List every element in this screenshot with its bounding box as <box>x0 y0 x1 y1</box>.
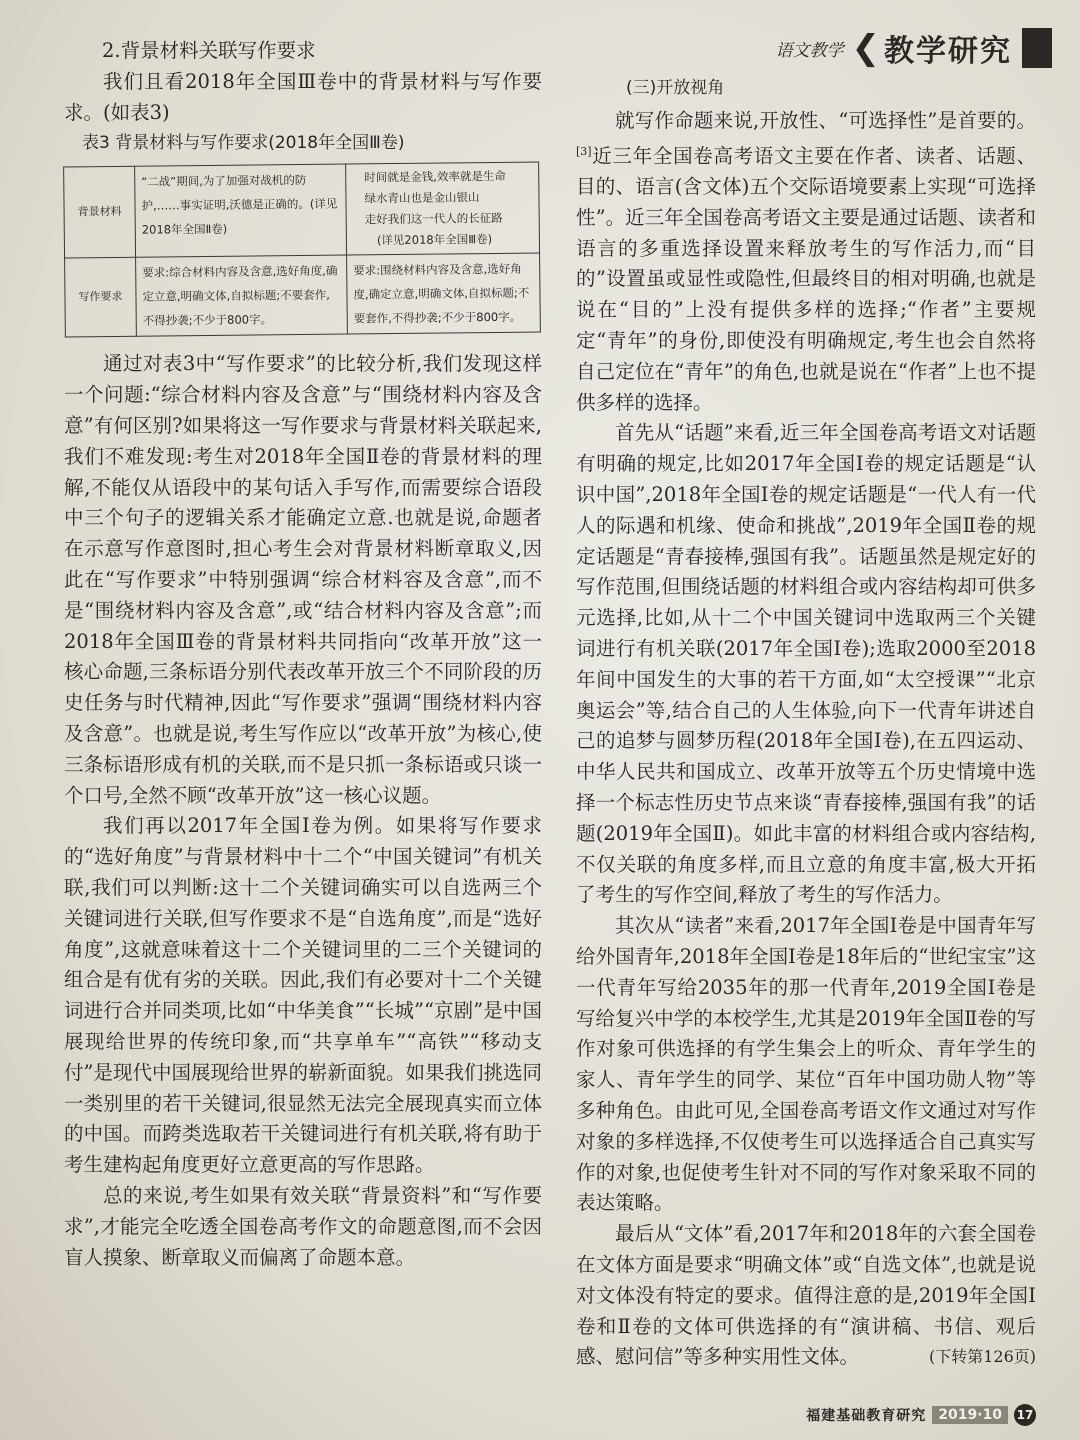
table-row <box>65 253 541 337</box>
citation-ref: [3] <box>576 144 592 158</box>
slogan-line: 时间就是金钱,效率就是生命 <box>364 169 506 185</box>
header-block-mark <box>1022 28 1052 68</box>
table-row <box>64 162 540 258</box>
row-label-requirements: 写作要求 <box>65 258 137 338</box>
table-3 <box>63 162 541 338</box>
requirement-cell-2018-ii: 要求:综合材料内容及含意,选好角度,确定立意,明确文体,自拟标题;不要套作,不得抄袭;不少于800字。 <box>136 255 348 336</box>
section-subtitle: 语文教学 <box>775 40 844 61</box>
running-header <box>776 26 1053 70</box>
subsection-heading: (三)开放视角 <box>626 78 725 98</box>
body-paragraph: 我们再以2017年全国Ⅰ卷为例。如果将写作要求的“选好角度”与背景材料中十二个“中国关键词”有机关联,我们可以判断:这十二个关键词确实可以自选两三个关键词进行关联,但写作要求不是“自选角度”,而是“选好角度”,这就意味着这十二个关键词里的二三个关键词的组合是有优有劣的关联。因此,我们有必要对十二个关键词进行合并同类项,比如“中华美食”“长城”“京剧”是中国展现给世界的传统印象,而“共享单车”“高铁”“移动支付”是现代中国展现给世界的崭新面貌。如果我们挑选同一类别里的若干关键词,很显然无法完全展现真实而立体的中国。而跨类选取若干关键词进行有机关联,将有助于考生建构起角度更好立意更高的写作思路。 <box>64 814 542 1177</box>
section-heading: 2.背景材料关联写作要求 <box>102 39 316 62</box>
slogan-line: 绿水青山也是金山银山 <box>364 190 480 206</box>
table-caption: 表3 背景材料与写作要求(2018年全国Ⅲ卷) <box>82 133 405 154</box>
right-column <box>576 74 1036 1373</box>
issue-badge: 2019·10 <box>932 1406 1008 1424</box>
body-paragraph: 总的来说,考生如果有效关联“背景资料”和“写作要求”,才能完全吃透全国卷高考作文的命题意图,而不会因盲人摸象、断章取义而偏离了命题本意。 <box>64 1183 542 1269</box>
page-footer <box>806 1404 1036 1426</box>
requirement-cell-2018-iii: 要求:围绕材料内容及含意,选好角度,确定立意,明确文体,自拟标题;不要套作,不得抄袭;不少于800字。 <box>347 253 541 334</box>
background-cell-2018-ii: “二战”期间,为了加强对战机的防护,……事实证明,沃德是正确的。(详见2018年全国Ⅱ卷) <box>135 164 347 257</box>
continued-note: (下转第126页) <box>928 1347 1036 1367</box>
chevron-left-icon: ❮ <box>851 28 880 68</box>
body-paragraph <box>576 1219 1036 1373</box>
slogan-line: 走好我们这一代人的长征路 <box>364 211 503 227</box>
body-paragraph <box>576 106 1036 418</box>
paragraph-text: 就写作命题来说,开放性、“可选择性”是首要的。 <box>615 109 1036 132</box>
slogan-source: (详见2018年全国Ⅲ卷) <box>376 232 493 248</box>
intro-paragraph: 我们且看2018年全国Ⅲ卷中的背景材料与写作要求。(如表3) <box>64 69 542 124</box>
row-label-background: 背景材料 <box>64 167 136 259</box>
body-paragraph: 通过对表3中“写作要求”的比较分析,我们发现这样一个问题:“综合材料内容及含意”与“围绕材料内容及含意”有何区别?如果将这一写作要求与背景材料关联起来,我们不难发现:考生对2018年全国Ⅱ卷的背景材料的理解,不能仅从语段中的某句话入手写作,而需要综合语段中三个句子的逻辑关系才能确定立意.也就是说,命题者在示意写作意图时,担心考生会对背景材料断章取义,因此在“写作要求”中特别强调“综合材料容及含意”,而不是“围绕材料内容及含意”,或“结合材料内容及含意”;而2018年全国Ⅲ卷的背景材料共同指向“改革开放”这一核心命题,三条标语分别代表改革开放三个不同阶段的历史任务与时代精神,因此“写作要求”强调“围绕材料内容及含意”。也就是说,考生写作应以“改革开放”为核心,使三条标语形成有机的关联,而不是只抓一条标语或只谈一个口号,全然不顾“改革开放”这一核心议题。 <box>64 352 542 807</box>
left-column <box>64 36 542 1273</box>
paragraph-text: 最后从“文体”看,2017年和2018年的六套全国卷在文体方面是要求“明确文体”或“自选文体”,也就是说对文体没有特定的要求。值得注意的是,2019年全国Ⅰ卷和Ⅱ卷的文体可供选择的有“演讲稿、书信、观后感、慰问信”等多种实用性文体。 <box>576 1222 1036 1369</box>
journal-name: 福建基础教育研究 <box>806 1408 927 1424</box>
paragraph-text: 近三年全国卷高考语文主要在作者、读者、话题、目的、语言(含文体)五个交际语境要素上实现“可选择性”。近三年全国卷高考语文主要是通过话题、读者和语言的多重选择设置来释放考生的写作活力,而“目的”设置虽或显性或隐性,但最终目的相对明确,也就是说在“目的”上没有提供多样的选择;“作者”主要规定“青年”的身份,即使没有明确规定,考生也会自然将自己定位在“青年”的角色,也就是说在“作者”上也不提供多样的选择。 <box>576 144 1036 414</box>
body-paragraph: 首先从“话题”来看,近三年全国卷高考语文对话题有明确的规定,比如2017年全国Ⅰ卷的规定话题是“认识中国”,2018年全国Ⅰ卷的规定话题是“一代人有一代人的际遇和机缘、使命和挑战”,2019年全国Ⅱ卷的规定话题是“青春接棒,强国有我”。话题虽然是规定好的写作范围,但围绕话题的材料组合或内容结构却可供多元选择,比如,从十二个中国关键词中选取两三个关键词进行有机关联(2017年全国Ⅰ卷);选取2000至2018年间中国发生的大事的若干方面,如“太空授课”“北京奥运会”等,结合自己的人生体验,向下一代青年讲述自己的追梦与圆梦历程(2018年全国Ⅰ卷),在五四运动、中华人民共和国成立、改革开放等五个历史情境中选择一个标志性历史节点来谈“青春接棒,强国有我”的话题(2019年全国Ⅱ)。如此丰富的材料组合或内容结构,不仅关联的角度多样,而且立意的角度丰富,极大开拓了考生的写作空间,释放了考生的写作活力。 <box>576 421 1036 907</box>
page-number: 17 <box>1014 1404 1036 1426</box>
section-title: 教学研究 <box>884 34 1012 69</box>
background-cell-2018-iii <box>346 162 540 255</box>
body-paragraph: 其次从“读者”来看,2017年全国Ⅰ卷是中国青年写给外国青年,2018年全国Ⅰ卷是18年后的“世纪宝宝”这一代青年写给2035年的那一代青年,2019全国Ⅰ卷是写给复兴中学的本校学生,尤其是2019年全国Ⅱ卷的写作对象可供选择的有学生集会上的听众、青年学生的家人、青年学生的同学、某位“百年中国功勋人物”等多种角色。由此可见,全国卷高考语文作文通过对写作对象的多样选择,不仅使考生可以选择适合自己真实写作的对象,也促使考生针对不同的写作对象采取不同的表达策略。 <box>576 914 1036 1215</box>
